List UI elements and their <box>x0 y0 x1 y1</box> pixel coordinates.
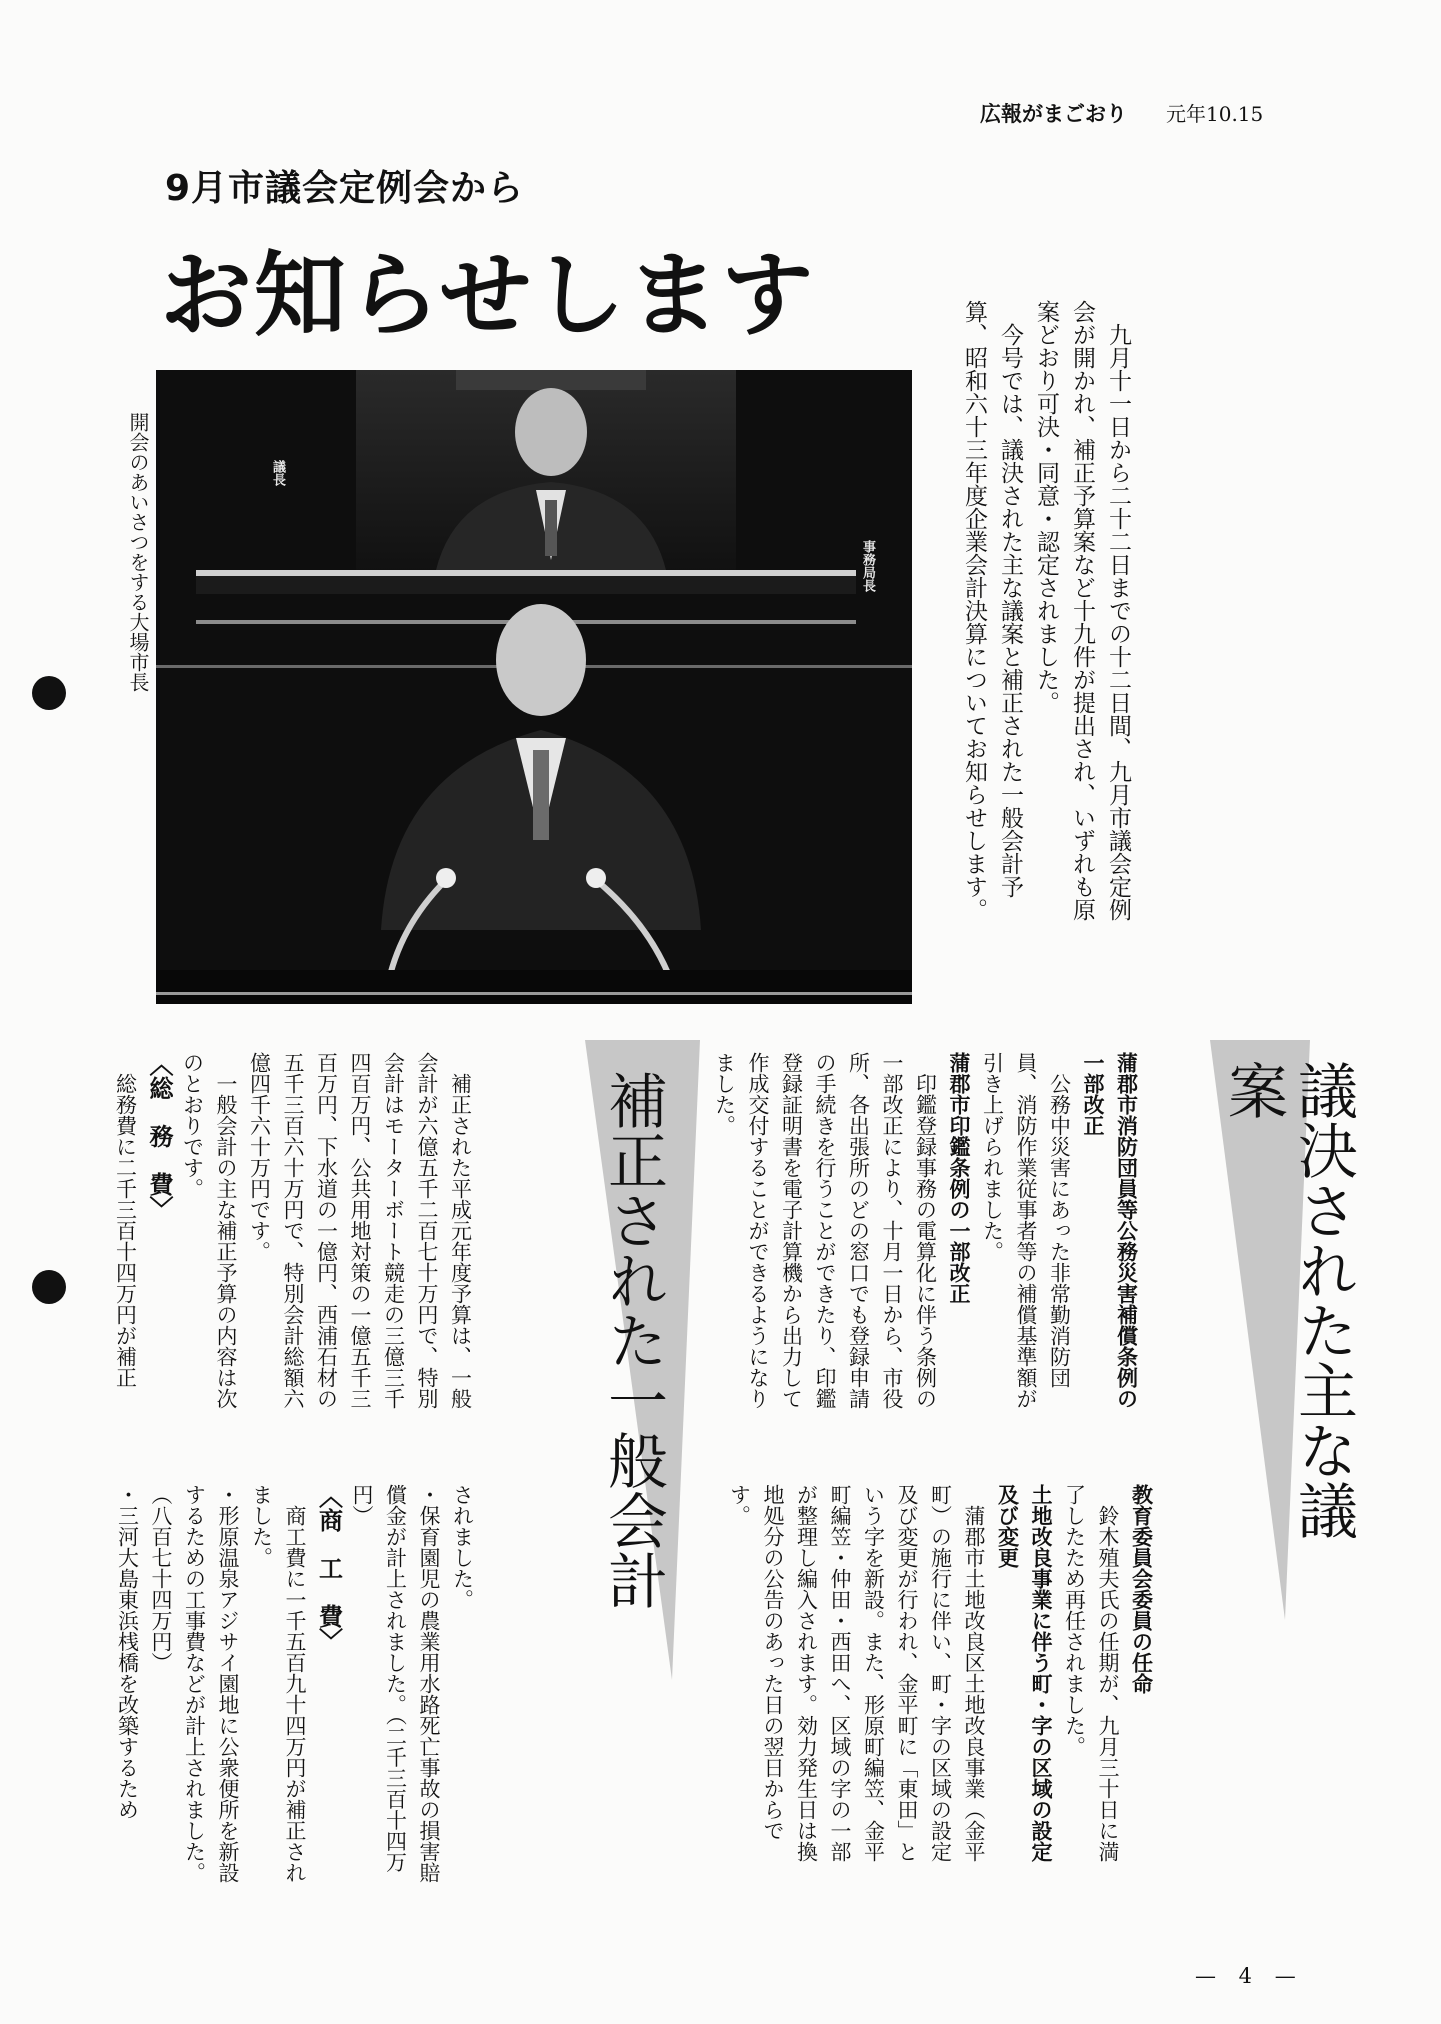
budget-item-3: ・三河大島東浜桟橋を改築するため <box>115 1484 140 1820</box>
bill-heading-4: 土地改良事業に伴う町・字の区域の設定及び変更 <box>995 1484 1053 1862</box>
photo-caption: 開会のあいさつをする大場市長 <box>126 412 150 692</box>
bill-heading-2: 蒲郡市印鑑条例の一部改正 <box>947 1052 971 1304</box>
issue-date: 元年10.15 <box>1166 102 1264 126</box>
budget-item-2: ・形原温泉アジサイ園地に公衆便所を新設するための工事費などが計上されました。（八百七十四万円） <box>149 1484 240 1883</box>
bills-column-lower <box>722 1484 1158 1872</box>
sign-chairman: 議長 <box>270 460 285 486</box>
kicker-title: 9月市議会定例会から <box>165 168 525 209</box>
budget-item-1: ・保育園児の農業用水路死亡事故の損害賠償金が計上されました。（二千三百十四万円） <box>350 1484 441 1883</box>
section-title-budget: 補正された一般会計 <box>598 1070 668 1610</box>
publication-name: 広報がまごおり <box>980 102 1127 126</box>
budget-text-2: 一般会計の主な補正予算の内容は次のとおりです。 <box>180 1052 238 1409</box>
intro-paragraph-2: 今号では、議決された主な議案と補正された一般会計予算、昭和六十三年度企業会計決算についてお知らせします。 <box>961 300 1023 921</box>
bill-heading-1: 蒲郡市消防団員等公務災害補償条例の一部改正 <box>1081 1052 1139 1409</box>
bills-column-upper <box>707 1052 1143 1416</box>
budget-heading-commerce: 〈商 工 費〉 <box>314 1484 343 1652</box>
page-number: — 4 — <box>1195 1964 1304 1988</box>
page-headline: お知らせします <box>160 242 816 349</box>
bill-heading-3: 教育委員会委員の任命 <box>1129 1484 1154 1694</box>
budget-text-3: 総務費に二千三百十四万円が補正 <box>113 1073 138 1388</box>
bill-text-2: 印鑑登録事務の電算化に伴う条例の一部改正により、十月一日から、市役所、各出張所のどの窓口でも登録申請の手続きを行うことができたり、印鑑登録証明書を電子計算機から出力して作成交付することができるようになりました。 <box>712 1052 938 1409</box>
intro-paragraph-1: 九月十一日から二十二日までの十二日間、九月市議会定例会が開かれ、補正予算案など十九件が提出され、いずれも原案どおり可決・同意・認定されました。 <box>1033 300 1131 921</box>
bill-text-4: 蒲郡市土地改良区土地改良事業（金平町）の施行に伴い、町・字の区域の設定及び変更が行われ、金平町に「東田」という字を新設。また、形原町編笠、金平町編笠・仲田・西田へ、区域の字の一部が整理し編入されます。効力発生日は換地処分の公告のあった日の翌日からです。 <box>727 1484 986 1862</box>
sign-secretary: 事務局長 <box>860 540 875 592</box>
budget-heading-general: 〈総 務 費〉 <box>145 1052 173 1220</box>
section-title-bills: 議決された主な議案 <box>1218 1060 1358 1540</box>
budget-column-lower <box>110 1484 479 1884</box>
budget-text-1: 補正された平成元年度予算は、一般会計が六億五千二百七十万円で、特別会計はモーターボート競走の三億三千四百万円、公共用地対策の一億五千三百万円、下水道の一億円、西浦石材の五千三百六十万円で、特別会計総額六億四千六十万円です。 <box>247 1052 473 1409</box>
budget-text-4: されました。 <box>450 1484 475 1610</box>
budget-text-5: 商工費に一千五百九十四万円が補正されました。 <box>249 1484 307 1883</box>
bill-text-3: 鈴木殖夫氏の任期が、九月三十日に満了したため再任されました。 <box>1062 1484 1120 1862</box>
bill-text-1: 公務中災害にあった非常勤消防団員、消防作業従事者等の補償基準額が引き上げられました。 <box>980 1052 1072 1409</box>
budget-column-upper <box>108 1052 477 1412</box>
